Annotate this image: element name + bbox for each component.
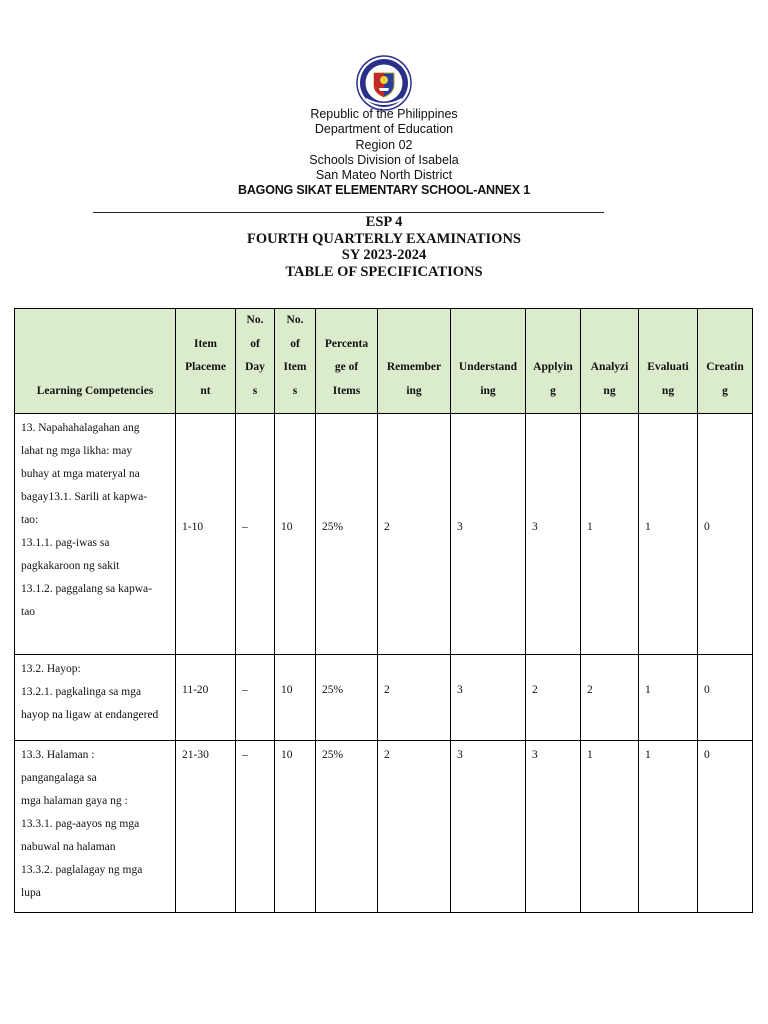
remembering-cell: 2 [378, 741, 451, 913]
letterhead-department: Department of Education [314, 122, 454, 137]
table-header-row [15, 309, 753, 414]
letterhead-district: San Mateo North District [315, 168, 453, 183]
header-remembering: Remember ing [378, 309, 451, 414]
remembering-cell: 2 [378, 414, 451, 655]
header-percentage: Percenta ge of Items [316, 309, 378, 414]
school-year: SY 2023-2024 [341, 247, 427, 264]
evaluating-cell: 1 [639, 741, 698, 913]
percentage-cell: 25% [316, 655, 378, 741]
header-days: No. of Day s [236, 309, 275, 414]
placement-cell: 21-30 [176, 741, 236, 913]
exam-title: FOURTH QUARTERLY EXAMINATIONS [247, 230, 521, 247]
analyzing-cell: 1 [581, 741, 639, 913]
applying-cell: 2 [526, 655, 581, 741]
letterhead-region: Region 02 [355, 137, 413, 152]
header-placement: Item Placeme nt [176, 309, 236, 414]
understanding-cell: 3 [451, 741, 526, 913]
understanding-cell: 3 [451, 655, 526, 741]
header-evaluating: Evaluati ng [639, 309, 698, 414]
header-analyzing: Analyzi ng [581, 309, 639, 414]
table-row [15, 414, 753, 655]
evaluating-cell: 1 [639, 655, 698, 741]
competency-cell: 13.2. Hayop: 13.2.1. pagkalinga sa mga hayop na ligaw at endangered [15, 655, 176, 741]
analyzing-cell: 2 [581, 655, 639, 741]
competency-cell: 13. Napahahalagahan ang lahat ng mga likha: may buhay at mga materyal na bagay13.1. Sarili at kapwa- tao: 13.1.1. pag-iwas sa pagkakaroon ng sakit 13.1.2. paggalang sa kapwa- tao [15, 414, 176, 655]
letterhead-country: Republic of the Philippines [310, 107, 458, 121]
table-row [15, 741, 753, 913]
header-creating: Creatin g [698, 309, 753, 414]
analyzing-cell: 1 [581, 414, 639, 655]
evaluating-cell: 1 [639, 414, 698, 655]
items-cell: 10 [275, 741, 316, 913]
creating-cell: 0 [698, 414, 753, 655]
document-titles [0, 214, 768, 281]
understanding-cell: 3 [451, 414, 526, 655]
header-items: No. of Item s [275, 309, 316, 414]
remembering-cell: 2 [378, 655, 451, 741]
header-divider [93, 212, 604, 213]
deped-seal-icon [352, 55, 416, 111]
days-cell: – [236, 741, 275, 913]
specifications-table [14, 308, 753, 913]
placement-cell: 1-10 [176, 414, 236, 655]
days-cell: – [236, 414, 275, 655]
letterhead-division: Schools Division of Isabela [309, 152, 459, 167]
items-cell: 10 [275, 655, 316, 741]
competency-cell: 13.3. Halaman : pangangalaga sa mga halaman gaya ng : 13.3.1. pag-aayos ng mga nabuwal na halaman 13.3.2. paglalagay ng mga lupa [15, 741, 176, 913]
days-cell: – [236, 655, 275, 741]
creating-cell: 0 [698, 741, 753, 913]
header-competencies: Learning Competencies [15, 309, 176, 414]
placement-cell: 11-20 [176, 655, 236, 741]
applying-cell: 3 [526, 741, 581, 913]
percentage-cell: 25% [316, 741, 378, 913]
document-title: TABLE OF SPECIFICATIONS [285, 264, 483, 281]
table-row [15, 655, 753, 741]
letterhead-school: BAGONG SIKAT ELEMENTARY SCHOOL-ANNEX 1 [238, 183, 530, 198]
header-applying: Applyin g [526, 309, 581, 414]
percentage-cell: 25% [316, 414, 378, 655]
applying-cell: 3 [526, 414, 581, 655]
letterhead [0, 107, 768, 199]
creating-cell: 0 [698, 655, 753, 741]
items-cell: 10 [275, 414, 316, 655]
subject-title: ESP 4 [365, 214, 403, 230]
header-understanding: Understand ing [451, 309, 526, 414]
